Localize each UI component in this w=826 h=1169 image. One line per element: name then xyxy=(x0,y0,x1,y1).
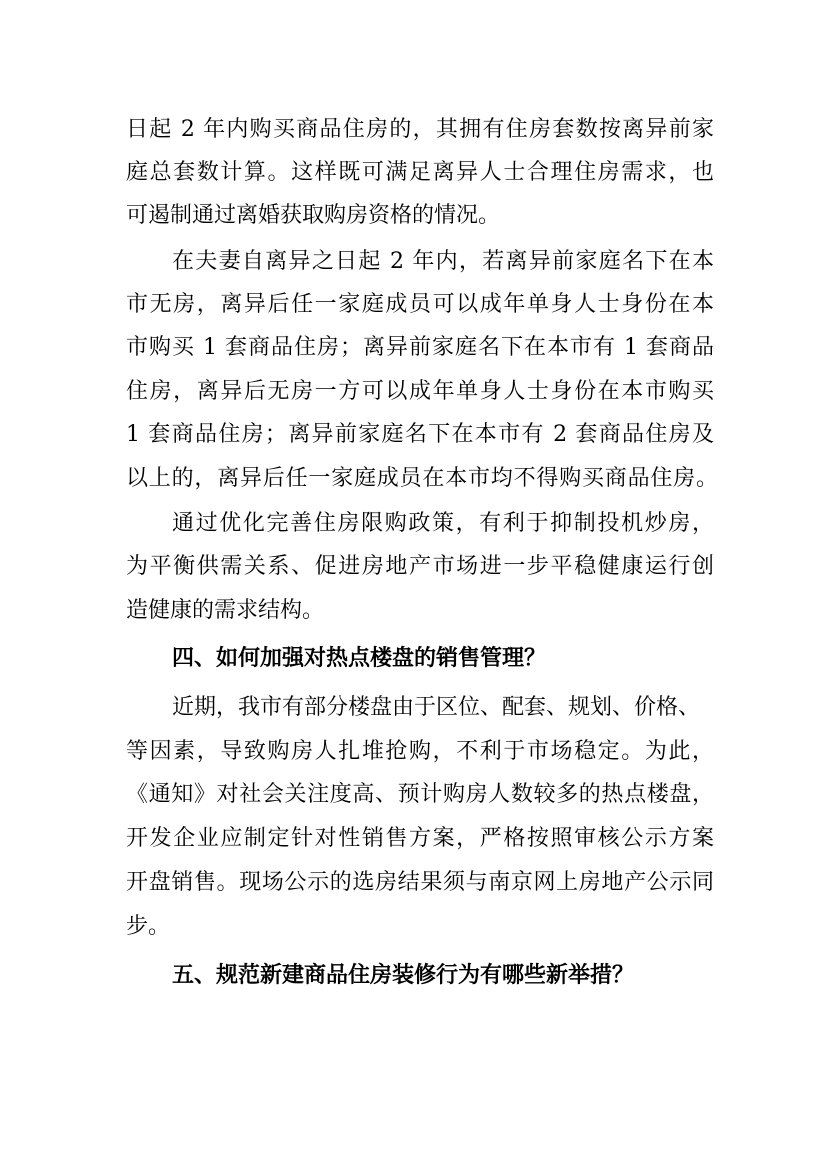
paragraph-line: 在夫妻自离异之日起 2 年内，若离异前家庭名下在本 xyxy=(172,249,714,274)
paragraph-line: 近期，我市有部分楼盘由于区位、配套、规划、价格、 xyxy=(172,695,701,720)
paragraph-line: 通过优化完善住房限购政策，有利于抑制投机炒房， xyxy=(172,511,714,536)
paragraph-line: 庭总套数计算。这样既可满足离异人士合理住房需求，也 xyxy=(126,160,714,185)
paragraph-line: 为平衡供需关系、促进房地产市场进一步平稳健康运行创 xyxy=(126,554,714,579)
paragraph-line: 开盘销售。现场公示的选房结果须与南京网上房地产公示同 xyxy=(126,870,714,895)
paragraph-line: 市无房，离异后任一家庭成员可以成年单身人士身份在本 xyxy=(126,292,714,317)
paragraph-line: 可遏制通过离婚获取购房资格的情况。 xyxy=(126,203,501,228)
paragraph-line: 以上的，离异后任一家庭成员在本市均不得购买商品住房。 xyxy=(126,466,718,491)
paragraph-line: 日起 2 年内购买商品住房的，其拥有住房套数按离异前家 xyxy=(126,117,714,142)
paragraph-line: 1 套商品住房；离异前家庭名下在本市有 2 套商品住房及 xyxy=(126,422,714,447)
paragraph-line: 造健康的需求结构。 xyxy=(126,598,325,623)
section-heading: 四、如何加强对热点楼盘的销售管理？ xyxy=(172,646,547,671)
paragraph-line: 等因素，导致购房人扎堆抢购，不利于市场稳定。为此， xyxy=(126,739,714,764)
paragraph-line: 市购买 1 套商品住房；离异前家庭名下在本市有 1 套商品 xyxy=(126,335,714,360)
paragraph-line: 《通知》对社会关注度高、预计购房人数较多的热点楼盘， xyxy=(126,782,714,807)
paragraph-line: 住房，离异后无房一方可以成年单身人士身份在本市购买 xyxy=(126,379,714,404)
paragraph-line: 步。 xyxy=(126,914,171,939)
section-heading: 五、规范新建商品住房装修行为有哪些新举措？ xyxy=(172,963,635,988)
paragraph-line: 开发企业应制定针对性销售方案，严格按照审核公示方案 xyxy=(126,826,714,851)
